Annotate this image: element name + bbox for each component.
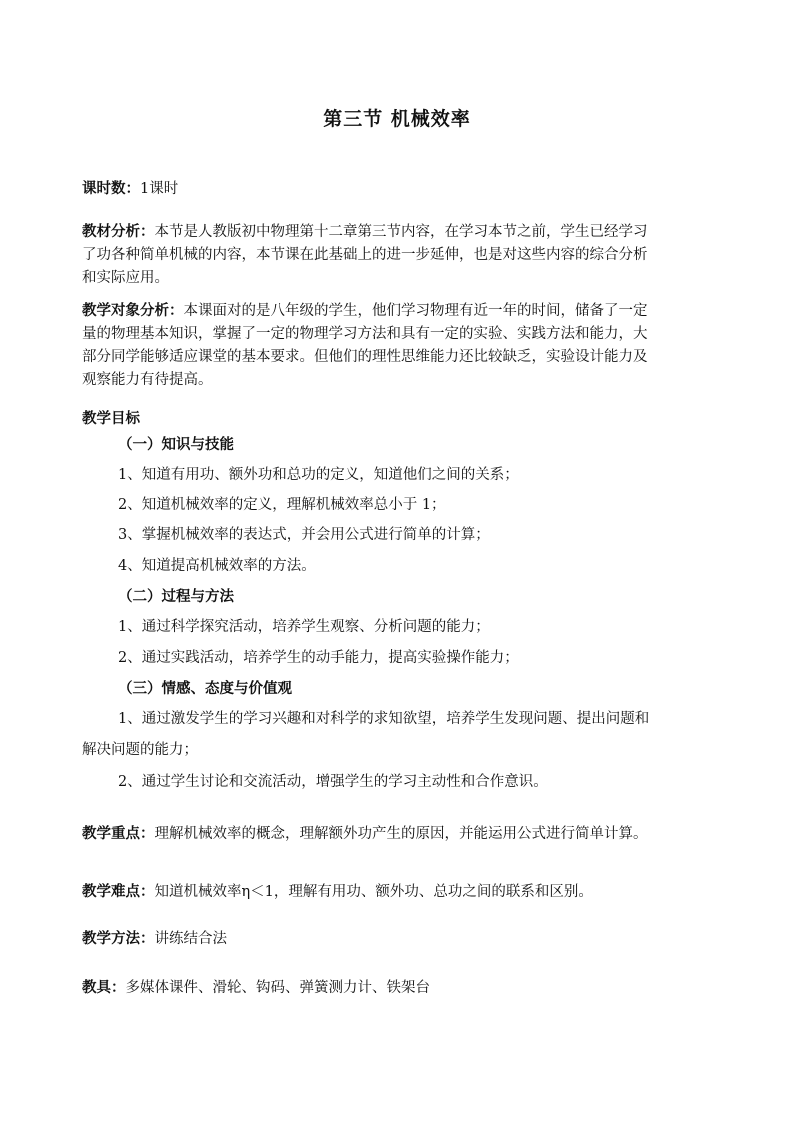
student-analysis xyxy=(82,299,718,392)
tools-line xyxy=(82,976,718,1000)
goal-2-1: 1、通过科学探究活动，培养学生观察、分析问题的能力； xyxy=(118,619,490,635)
method-value: 讲练结合法 xyxy=(154,931,227,947)
goal-3-1-line-1: 1、通过激发学生的学习兴趣和对科学的求知欲望，培养学生发现问题、提出问题和 xyxy=(118,711,650,727)
hours-value: 1课时 xyxy=(140,181,179,197)
difficulty-value: 知道机械效率η＜1，理解有用功、额外功、总功之间的联系和区别。 xyxy=(154,884,593,900)
students-line-3: 部分同学能够适应课堂的基本要求。但他们的理性思维能力还比较缺乏，实验设计能力及 xyxy=(82,349,648,365)
material-line-1: 教材分析：本节是人教版初中物理第十二章第三节内容，在学习本节之前，学生已经学习 xyxy=(82,223,648,240)
students-line-1: 教学对象分析：本课面对的是八年级的学生，他们学习物理有近一年的时间，储备了一定 xyxy=(82,302,648,319)
material-line-2: 了功各种简单机械的内容，本节课在此基础上的进一步延伸，也是对这些内容的综合分析 xyxy=(82,247,648,263)
goal-1-4: 4、知道提高机械效率的方法。 xyxy=(118,558,316,574)
material-analysis xyxy=(82,220,718,290)
students-label: 教学对象分析： xyxy=(82,302,184,319)
method-label: 教学方法： xyxy=(82,930,155,947)
difficulty-label: 教学难点： xyxy=(82,883,155,900)
key-point-value: 理解机械效率的概念，理解额外功产生的原因，并能运用公式进行简单计算。 xyxy=(154,826,648,842)
goals-section-1-heading: （一）知识与技能 xyxy=(118,436,234,453)
goals-section-2-heading: （二）过程与方法 xyxy=(118,588,234,605)
hours-label: 课时数： xyxy=(82,180,140,197)
goals-heading: 教学目标 xyxy=(82,410,140,427)
key-point-line xyxy=(82,822,718,846)
students-line-2: 量的物理基本知识，掌握了一定的物理学习方法和具有一定的实验、实践方法和能力，大 xyxy=(82,326,648,342)
tools-label: 教具： xyxy=(82,979,126,996)
method-line xyxy=(82,927,718,951)
key-point-label: 教学重点： xyxy=(82,825,155,842)
goal-3-1-line-2: 解决问题的能力； xyxy=(82,742,198,758)
material-line-3: 和实际应用。 xyxy=(82,270,169,286)
hours-line xyxy=(82,177,718,201)
page-title: 第三节 机械效率 xyxy=(323,108,471,130)
students-line-4: 观察能力有待提高。 xyxy=(82,372,213,388)
tools-value: 多媒体课件、滑轮、钩码、弹簧测力计、铁架台 xyxy=(125,980,430,996)
goal-2-2: 2、通过实践活动，培养学生的动手能力，提高实验操作能力； xyxy=(118,650,519,666)
difficulty-line xyxy=(82,880,718,904)
material-label: 教材分析： xyxy=(82,223,155,240)
goals-section-3-heading: （三）情感、态度与价值观 xyxy=(118,680,292,697)
goal-1-2: 2、知道机械效率的定义，理解机械效率总小于 1； xyxy=(118,497,446,513)
goal-3-2: 2、通过学生讨论和交流活动，增强学生的学习主动性和合作意识。 xyxy=(118,774,548,790)
goal-1-1: 1、知道有用功、额外功和总功的定义，知道他们之间的关系； xyxy=(118,467,519,483)
goal-1-3: 3、掌握机械效率的表达式，并会用公式进行简单的计算； xyxy=(118,527,490,543)
